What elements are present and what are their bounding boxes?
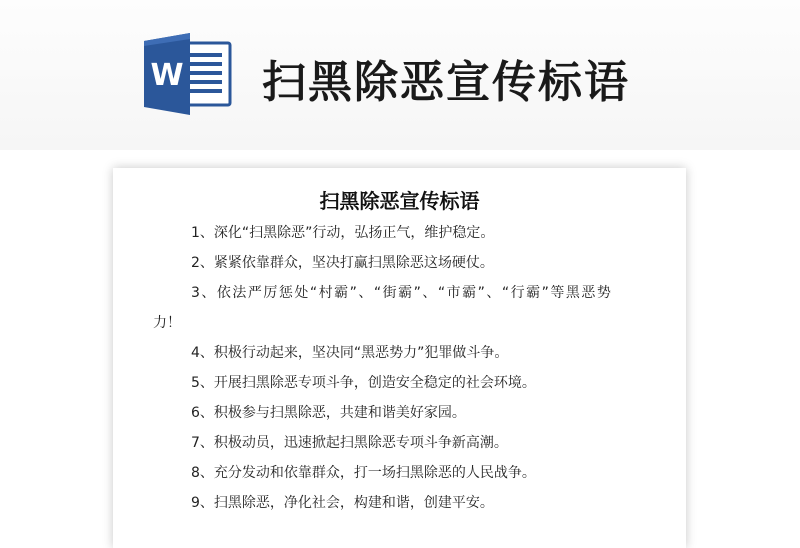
document-page bbox=[113, 168, 686, 548]
list-item: 7、积极动员，迅速掀起扫黑除恶专项斗争新高潮。 bbox=[191, 435, 508, 451]
slogan-list bbox=[153, 218, 653, 518]
list-item-continuation: 力！ bbox=[153, 315, 181, 331]
list-item: 8、充分发动和依靠群众，打一场扫黑除恶的人民战争。 bbox=[191, 465, 536, 481]
list-item: 9、扫黑除恶，净化社会，构建和谐，创建平安。 bbox=[191, 495, 494, 511]
list-item: 4、积极行动起来，坚决同“黑恶势力”犯罪做斗争。 bbox=[191, 345, 509, 361]
word-icon bbox=[142, 33, 232, 115]
header-banner bbox=[0, 0, 800, 150]
list-item: 6、积极参与扫黑除恶，共建和谐美好家园。 bbox=[191, 405, 466, 421]
list-item: 3、依法严厉惩处“村霸”、“街霸”、“市霸”、“行霸”等黑恶势 bbox=[191, 285, 613, 301]
list-item: 1、深化“扫黑除恶”行动，弘扬正气，维护稳定。 bbox=[191, 225, 495, 241]
list-item: 2、紧紧依靠群众，坚决打赢扫黑除恶这场硬仗。 bbox=[191, 255, 494, 271]
word-icon-letter: W bbox=[150, 58, 184, 93]
page-title: 扫黑除恶宣传标语 bbox=[262, 57, 630, 108]
document-title: 扫黑除恶宣传标语 bbox=[319, 189, 480, 213]
list-item: 5、开展扫黑除恶专项斗争，创造安全稳定的社会环境。 bbox=[191, 375, 536, 391]
